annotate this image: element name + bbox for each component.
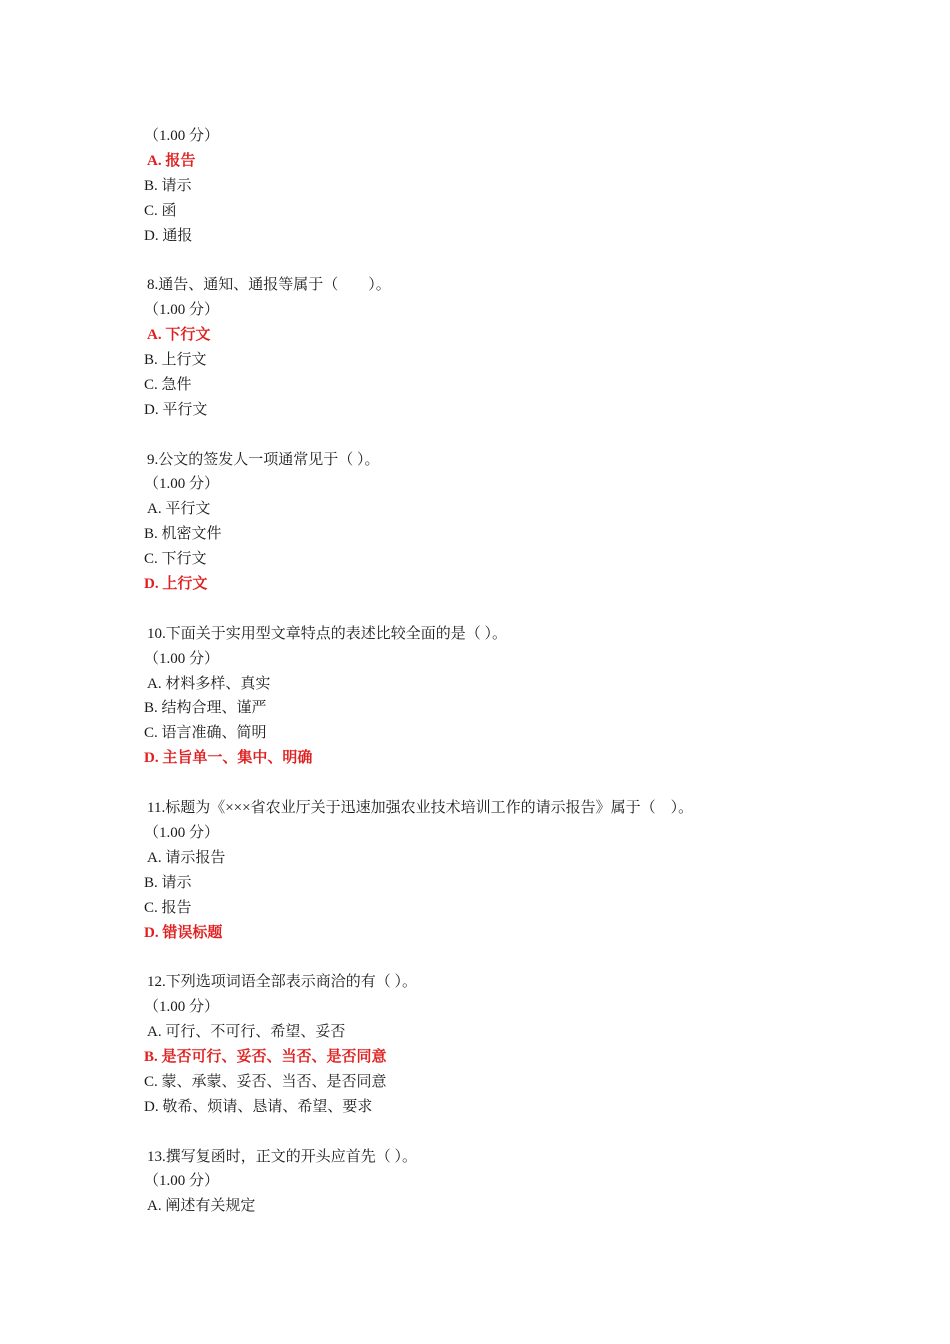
question-score: （1.00 分）	[144, 128, 220, 144]
question-stem: 8.通告、通知、通报等属于（ ）。	[147, 277, 391, 294]
answer-option: C. 急件	[144, 376, 192, 393]
answer-option: A. 可行、不可行、希望、妥否	[147, 1024, 346, 1041]
question-score: （1.00 分）	[144, 999, 220, 1016]
question-stem: 11.标题为《×××省农业厅关于迅速加强农业技术培训工作的请示报告》属于（ ）。	[147, 800, 694, 817]
answer-option: A. 材料多样、真实	[147, 675, 271, 692]
answer-option: C. 函	[144, 202, 177, 219]
question-stem: 10.下面关于实用型文章特点的表述比较全面的是（ ）。	[147, 625, 508, 642]
answer-option: D. 平行文	[144, 401, 208, 418]
correct-answer-option: A. 报告	[147, 152, 196, 169]
question-score: （1.00 分）	[144, 824, 220, 841]
correct-answer-option: D. 上行文	[144, 576, 208, 593]
answer-option: A. 请示报告	[147, 849, 226, 866]
answer-option: C. 报告	[144, 899, 192, 916]
question-block	[144, 448, 904, 597]
answer-option: B. 机密文件	[144, 526, 222, 543]
correct-answer-option: D. 错误标题	[144, 924, 223, 941]
answer-option: B. 结构合理、谨严	[144, 700, 267, 717]
question-block	[144, 622, 904, 771]
question-score: （1.00 分）	[144, 476, 220, 493]
correct-answer-option: A. 下行文	[147, 327, 211, 344]
question-block	[144, 273, 904, 422]
answer-option: C. 语言准确、简明	[144, 725, 267, 742]
answer-option: B. 请示	[144, 177, 192, 194]
question-stem: 9.公文的签发人一项通常见于（ ）。	[147, 451, 380, 468]
question-score: （1.00 分）	[144, 302, 220, 319]
correct-answer-option: B. 是否可行、妥否、当否、是否同意	[144, 1048, 387, 1065]
correct-answer-option: D. 主旨单一、集中、明确	[144, 750, 313, 767]
question-block	[144, 796, 904, 945]
answer-option: D. 通报	[144, 227, 193, 244]
answer-option: A. 阐述有关规定	[147, 1198, 256, 1215]
question-stem: 13.撰写复函时，正文的开头应首先（ ）。	[147, 1148, 418, 1165]
answer-option: D. 敬希、烦请、恳请、希望、要求	[144, 1098, 373, 1115]
question-score: （1.00 分）	[144, 1173, 220, 1190]
question-stem: 12.下列选项词语全部表示商洽的有（ ）。	[147, 974, 418, 991]
answer-option: B. 上行文	[144, 352, 207, 369]
question-block	[144, 124, 904, 248]
answer-option: B. 请示	[144, 874, 192, 891]
question-block	[144, 1145, 904, 1220]
question-block	[144, 970, 904, 1119]
answer-option: C. 蒙、承蒙、妥否、当否、是否同意	[144, 1073, 387, 1090]
question-score: （1.00 分）	[144, 650, 220, 667]
answer-option: A. 平行文	[147, 501, 211, 518]
question-list	[144, 124, 904, 1244]
answer-option: C. 下行文	[144, 551, 207, 568]
